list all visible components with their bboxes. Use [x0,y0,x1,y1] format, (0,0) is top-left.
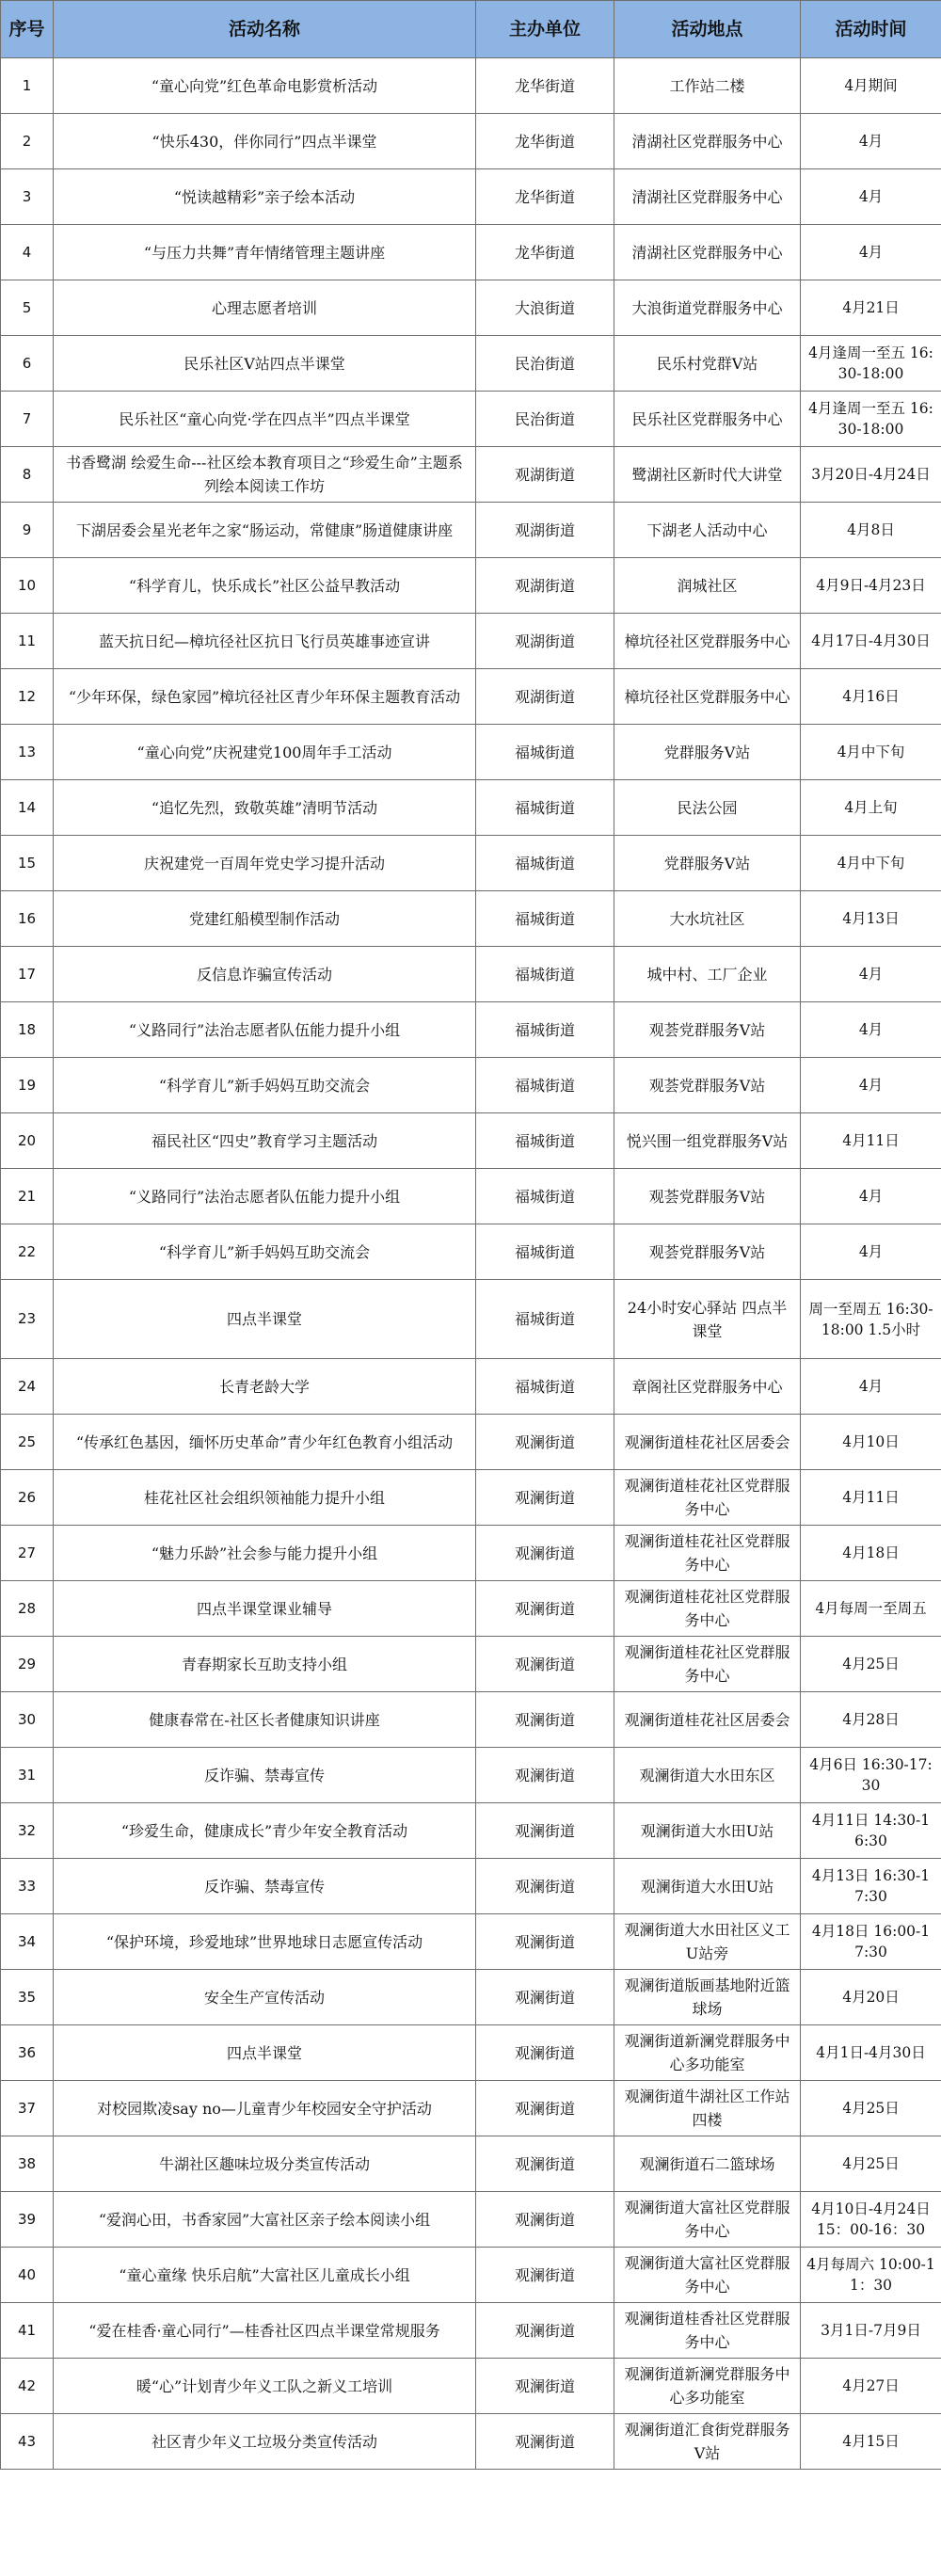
cell-organizer: 福城街道 [476,725,614,780]
cell-activity-name: 青春期家长互助支持小组 [54,1637,476,1692]
cell-time: 4月 [801,947,941,1002]
cell-time: 4月11日 [801,1113,941,1169]
cell-index: 43 [1,2414,54,2470]
cell-index: 16 [1,891,54,947]
table-row [1,1581,941,1637]
table-row [1,2192,941,2248]
cell-activity-name: “科学育儿”新手妈妈互助交流会 [54,1224,476,1280]
cell-time: 4月25日 [801,2081,941,2136]
cell-index: 15 [1,836,54,891]
cell-organizer: 福城街道 [476,891,614,947]
cell-index: 1 [1,58,54,114]
cell-location: 民法公园 [614,780,801,836]
cell-time: 4月 [801,225,941,280]
cell-location: 观澜街道桂花社区居委会 [614,1692,801,1748]
cell-location: 党群服务V站 [614,725,801,780]
cell-location: 工作站二楼 [614,58,801,114]
cell-activity-name: “传承红色基因，缅怀历史革命”青少年红色教育小组活动 [54,1415,476,1470]
cell-time: 4月17日-4月30日 [801,614,941,669]
table-body [1,58,941,2470]
cell-organizer: 福城街道 [476,1058,614,1113]
cell-activity-name: “童心童缘 快乐启航”大富社区儿童成长小组 [54,2248,476,2303]
cell-index: 7 [1,392,54,447]
cell-location: 清湖社区党群服务中心 [614,225,801,280]
cell-index: 11 [1,614,54,669]
cell-time: 4月期间 [801,58,941,114]
header-location: 活动地点 [614,1,801,58]
cell-index: 39 [1,2192,54,2248]
table-row [1,336,941,392]
cell-index: 34 [1,1914,54,1970]
cell-activity-name: “童心向党”红色革命电影赏析活动 [54,58,476,114]
cell-organizer: 观澜街道 [476,1970,614,2025]
cell-activity-name: 福民社区“四史”教育学习主题活动 [54,1113,476,1169]
cell-activity-name: “追忆先烈，致敬英雄”清明节活动 [54,780,476,836]
cell-index: 36 [1,2025,54,2081]
table-row [1,1280,941,1359]
cell-time: 4月 [801,1169,941,1224]
cell-organizer: 福城街道 [476,1224,614,1280]
cell-organizer: 观湖街道 [476,503,614,558]
cell-time: 4月 [801,1224,941,1280]
header-time: 活动时间 [801,1,941,58]
cell-activity-name: “珍爱生命，健康成长”青少年安全教育活动 [54,1803,476,1859]
table-row [1,558,941,614]
cell-index: 9 [1,503,54,558]
cell-time: 4月中下旬 [801,836,941,891]
cell-time: 4月6日 16:30-17:30 [801,1748,941,1803]
cell-time: 4月 [801,1359,941,1415]
table-row [1,2248,941,2303]
cell-activity-name: 牛湖社区趣味垃圾分类宣传活动 [54,2136,476,2192]
cell-organizer: 观澜街道 [476,1914,614,1970]
cell-index: 22 [1,1224,54,1280]
cell-location: 大浪街道党群服务中心 [614,280,801,336]
table-row [1,225,941,280]
cell-location: 樟坑径社区党群服务中心 [614,614,801,669]
cell-activity-name: 反信息诈骗宣传活动 [54,947,476,1002]
cell-index: 14 [1,780,54,836]
cell-activity-name: 民乐社区V站四点半课堂 [54,336,476,392]
cell-time: 4月28日 [801,1692,941,1748]
cell-location: 清湖社区党群服务中心 [614,169,801,225]
cell-time: 4月8日 [801,503,941,558]
table-row [1,2414,941,2470]
cell-organizer: 福城街道 [476,836,614,891]
table-row [1,1748,941,1803]
cell-location: 大水坑社区 [614,891,801,947]
cell-activity-name: 庆祝建党一百周年党史学习提升活动 [54,836,476,891]
table-row [1,280,941,336]
cell-organizer: 龙华街道 [476,114,614,169]
cell-organizer: 福城街道 [476,1169,614,1224]
cell-index: 20 [1,1113,54,1169]
cell-index: 19 [1,1058,54,1113]
table-row [1,169,941,225]
cell-organizer: 观澜街道 [476,1470,614,1526]
cell-location: 观澜街道桂花社区党群服务中心 [614,1637,801,1692]
cell-time: 4月每周六 10:00-11：30 [801,2248,941,2303]
table-row [1,1224,941,1280]
cell-organizer: 民治街道 [476,392,614,447]
cell-index: 13 [1,725,54,780]
cell-activity-name: “悦读越精彩”亲子绘本活动 [54,169,476,225]
table-row [1,2303,941,2359]
cell-index: 4 [1,225,54,280]
cell-time: 4月25日 [801,1637,941,1692]
cell-index: 12 [1,669,54,725]
cell-location: 观澜街道桂花社区党群服务中心 [614,1581,801,1637]
cell-index: 37 [1,2081,54,2136]
cell-organizer: 观澜街道 [476,1692,614,1748]
cell-location: 党群服务V站 [614,836,801,891]
cell-time: 4月逢周一至五 16:30-18:00 [801,392,941,447]
cell-time: 4月逢周一至五 16:30-18:00 [801,336,941,392]
cell-time: 4月27日 [801,2359,941,2414]
cell-location: 民乐社区党群服务中心 [614,392,801,447]
cell-activity-name: 下湖居委会星光老年之家“肠运动，常健康”肠道健康讲座 [54,503,476,558]
cell-time: 4月18日 [801,1526,941,1581]
cell-time: 4月18日 16:00-17:30 [801,1914,941,1970]
table-row [1,1002,941,1058]
table-row [1,58,941,114]
cell-location: 观荟党群服务V站 [614,1002,801,1058]
cell-location: 观澜街道桂花社区党群服务中心 [614,1526,801,1581]
cell-organizer: 福城街道 [476,1280,614,1359]
cell-time: 4月 [801,114,941,169]
table-row [1,2025,941,2081]
cell-location: 观澜街道新澜党群服务中心多功能室 [614,2025,801,2081]
cell-time: 4月 [801,1058,941,1113]
cell-organizer: 龙华街道 [476,225,614,280]
cell-index: 3 [1,169,54,225]
table-row [1,1169,941,1224]
cell-organizer: 观澜街道 [476,2359,614,2414]
table-row [1,114,941,169]
cell-time: 4月 [801,169,941,225]
cell-time: 3月20日-4月24日 [801,447,941,503]
cell-index: 41 [1,2303,54,2359]
table-row [1,614,941,669]
cell-organizer: 观澜街道 [476,2081,614,2136]
cell-activity-name: “快乐430，伴你同行”四点半课堂 [54,114,476,169]
cell-activity-name: “童心向党”庆祝建党100周年手工活动 [54,725,476,780]
table-row [1,669,941,725]
cell-activity-name: 反诈骗、禁毒宣传 [54,1748,476,1803]
cell-index: 24 [1,1359,54,1415]
cell-activity-name: 民乐社区“童心向党·学在四点半”四点半课堂 [54,392,476,447]
cell-location: 观澜街道大富社区党群服务中心 [614,2192,801,2248]
cell-location: 观澜街道大水田社区义工U站旁 [614,1914,801,1970]
cell-location: 民乐村党群V站 [614,336,801,392]
cell-activity-name: “科学育儿，快乐成长”社区公益早教活动 [54,558,476,614]
table-row [1,1415,941,1470]
cell-index: 26 [1,1470,54,1526]
table-row [1,780,941,836]
table-row [1,1803,941,1859]
cell-time: 4月11日 14:30-16:30 [801,1803,941,1859]
cell-index: 18 [1,1002,54,1058]
cell-index: 38 [1,2136,54,2192]
cell-time: 4月10日-4月24日 15：00-16：30 [801,2192,941,2248]
cell-time: 4月21日 [801,280,941,336]
table-row [1,392,941,447]
cell-time: 4月13日 16:30-17:30 [801,1859,941,1914]
cell-location: 观澜街道大水田U站 [614,1859,801,1914]
cell-location: 观澜街道大水田U站 [614,1803,801,1859]
table-row [1,836,941,891]
cell-activity-name: “义路同行”法治志愿者队伍能力提升小组 [54,1169,476,1224]
cell-time: 3月1日-7月9日 [801,2303,941,2359]
cell-location: 下湖老人活动中心 [614,503,801,558]
cell-organizer: 观澜街道 [476,1859,614,1914]
cell-organizer: 观湖街道 [476,614,614,669]
cell-activity-name: 健康春常在-社区长者健康知识讲座 [54,1692,476,1748]
cell-index: 42 [1,2359,54,2414]
cell-location: 观荟党群服务V站 [614,1169,801,1224]
table-row [1,1113,941,1169]
cell-activity-name: 桂花社区社会组织领袖能力提升小组 [54,1470,476,1526]
cell-organizer: 观澜街道 [476,1581,614,1637]
cell-activity-name: “爱在桂香·童心同行”—桂香社区四点半课堂常规服务 [54,2303,476,2359]
table-row [1,2359,941,2414]
cell-time: 4月10日 [801,1415,941,1470]
cell-activity-name: “魅力乐龄”社会参与能力提升小组 [54,1526,476,1581]
cell-activity-name: 长青老龄大学 [54,1359,476,1415]
cell-index: 28 [1,1581,54,1637]
cell-activity-name: 蓝天抗日纪—樟坑径社区抗日飞行员英雄事迹宣讲 [54,614,476,669]
cell-location: 悦兴围一组党群服务V站 [614,1113,801,1169]
cell-index: 27 [1,1526,54,1581]
cell-index: 32 [1,1803,54,1859]
cell-organizer: 福城街道 [476,947,614,1002]
cell-location: 观澜街道新澜党群服务中心多功能室 [614,2359,801,2414]
cell-activity-name: 暖“心”计划青少年义工队之新义工培训 [54,2359,476,2414]
cell-index: 10 [1,558,54,614]
cell-location: 观澜街道桂花社区党群服务中心 [614,1470,801,1526]
cell-organizer: 民治街道 [476,336,614,392]
cell-location: 观澜街道桂香社区党群服务中心 [614,2303,801,2359]
cell-organizer: 福城街道 [476,1113,614,1169]
cell-organizer: 观澜街道 [476,1637,614,1692]
table-row [1,1692,941,1748]
cell-index: 8 [1,447,54,503]
cell-activity-name: 社区青少年义工垃圾分类宣传活动 [54,2414,476,2470]
cell-location: 润城社区 [614,558,801,614]
table-row [1,2081,941,2136]
table-row [1,891,941,947]
cell-organizer: 观湖街道 [476,558,614,614]
cell-time: 4月16日 [801,669,941,725]
cell-location: 观澜街道牛湖社区工作站四楼 [614,2081,801,2136]
cell-time: 4月25日 [801,2136,941,2192]
cell-activity-name: “科学育儿”新手妈妈互助交流会 [54,1058,476,1113]
cell-activity-name: 党建红船模型制作活动 [54,891,476,947]
cell-time: 周一至周五 16:30-18:00 1.5小时 [801,1280,941,1359]
table-row [1,1970,941,2025]
header-index: 序号 [1,1,54,58]
cell-organizer: 福城街道 [476,1002,614,1058]
cell-index: 17 [1,947,54,1002]
cell-organizer: 观澜街道 [476,2025,614,2081]
table-header-row [1,1,941,58]
cell-index: 33 [1,1859,54,1914]
table-row [1,1637,941,1692]
cell-activity-name: 书香鹭湖 绘爱生命---社区绘本教育项目之“珍爱生命”主题系列绘本阅读工作坊 [54,447,476,503]
cell-time: 4月11日 [801,1470,941,1526]
table-row [1,1058,941,1113]
cell-activity-name: “保护环境，珍爱地球”世界地球日志愿宣传活动 [54,1914,476,1970]
cell-index: 21 [1,1169,54,1224]
cell-organizer: 观澜街道 [476,1415,614,1470]
cell-activity-name: 安全生产宣传活动 [54,1970,476,2025]
cell-index: 2 [1,114,54,169]
cell-time: 4月中下旬 [801,725,941,780]
cell-time: 4月每周一至周五 [801,1581,941,1637]
cell-location: 观澜街道版画基地附近篮球场 [614,1970,801,2025]
cell-organizer: 龙华街道 [476,169,614,225]
cell-index: 25 [1,1415,54,1470]
header-organizer: 主办单位 [476,1,614,58]
cell-organizer: 观澜街道 [476,1526,614,1581]
cell-organizer: 观澜街道 [476,2414,614,2470]
cell-index: 31 [1,1748,54,1803]
cell-index: 35 [1,1970,54,2025]
cell-organizer: 观澜街道 [476,1748,614,1803]
cell-time: 4月 [801,1002,941,1058]
table-row [1,1859,941,1914]
cell-location: 观澜街道大水田东区 [614,1748,801,1803]
cell-activity-name: 对校园欺凌say no—儿童青少年校园安全守护活动 [54,2081,476,2136]
cell-activity-name: 四点半课堂 [54,1280,476,1359]
cell-organizer: 观澜街道 [476,2136,614,2192]
cell-location: 观澜街道石二篮球场 [614,2136,801,2192]
table-row [1,1470,941,1526]
cell-location: 章阁社区党群服务中心 [614,1359,801,1415]
cell-organizer: 观湖街道 [476,669,614,725]
cell-organizer: 福城街道 [476,780,614,836]
cell-activity-name: 心理志愿者培训 [54,280,476,336]
cell-time: 4月20日 [801,1970,941,2025]
cell-time: 4月上旬 [801,780,941,836]
cell-time: 4月13日 [801,891,941,947]
cell-location: 鹭湖社区新时代大讲堂 [614,447,801,503]
table-row [1,1914,941,1970]
cell-index: 23 [1,1280,54,1359]
cell-location: 观荟党群服务V站 [614,1058,801,1113]
cell-organizer: 福城街道 [476,1359,614,1415]
cell-index: 40 [1,2248,54,2303]
cell-location: 24小时安心驿站 四点半课堂 [614,1280,801,1359]
cell-organizer: 大浪街道 [476,280,614,336]
cell-time: 4月15日 [801,2414,941,2470]
cell-index: 30 [1,1692,54,1748]
table-row [1,503,941,558]
cell-location: 清湖社区党群服务中心 [614,114,801,169]
cell-activity-name: “少年环保，绿色家园”樟坑径社区青少年环保主题教育活动 [54,669,476,725]
cell-location: 观荟党群服务V站 [614,1224,801,1280]
cell-organizer: 观澜街道 [476,2303,614,2359]
table-row [1,947,941,1002]
cell-activity-name: 四点半课堂课业辅导 [54,1581,476,1637]
cell-organizer: 龙华街道 [476,58,614,114]
table-row [1,1526,941,1581]
cell-activity-name: “与压力共舞”青年情绪管理主题讲座 [54,225,476,280]
cell-time: 4月9日-4月23日 [801,558,941,614]
cell-activity-name: 四点半课堂 [54,2025,476,2081]
cell-organizer: 观澜街道 [476,1803,614,1859]
cell-location: 樟坑径社区党群服务中心 [614,669,801,725]
cell-location: 观澜街道大富社区党群服务中心 [614,2248,801,2303]
table-row [1,1359,941,1415]
cell-organizer: 观澜街道 [476,2192,614,2248]
cell-activity-name: “义路同行”法治志愿者队伍能力提升小组 [54,1002,476,1058]
cell-organizer: 观湖街道 [476,447,614,503]
cell-time: 4月1日-4月30日 [801,2025,941,2081]
cell-location: 城中村、工厂企业 [614,947,801,1002]
table-row [1,725,941,780]
cell-index: 5 [1,280,54,336]
cell-location: 观澜街道汇食街党群服务V站 [614,2414,801,2470]
cell-activity-name: “爱润心田，书香家园”大富社区亲子绘本阅读小组 [54,2192,476,2248]
table-row [1,447,941,503]
header-activity-name: 活动名称 [54,1,476,58]
table-row [1,2136,941,2192]
cell-index: 29 [1,1637,54,1692]
cell-location: 观澜街道桂花社区居委会 [614,1415,801,1470]
cell-index: 6 [1,336,54,392]
cell-activity-name: 反诈骗、禁毒宣传 [54,1859,476,1914]
cell-organizer: 观澜街道 [476,2248,614,2303]
